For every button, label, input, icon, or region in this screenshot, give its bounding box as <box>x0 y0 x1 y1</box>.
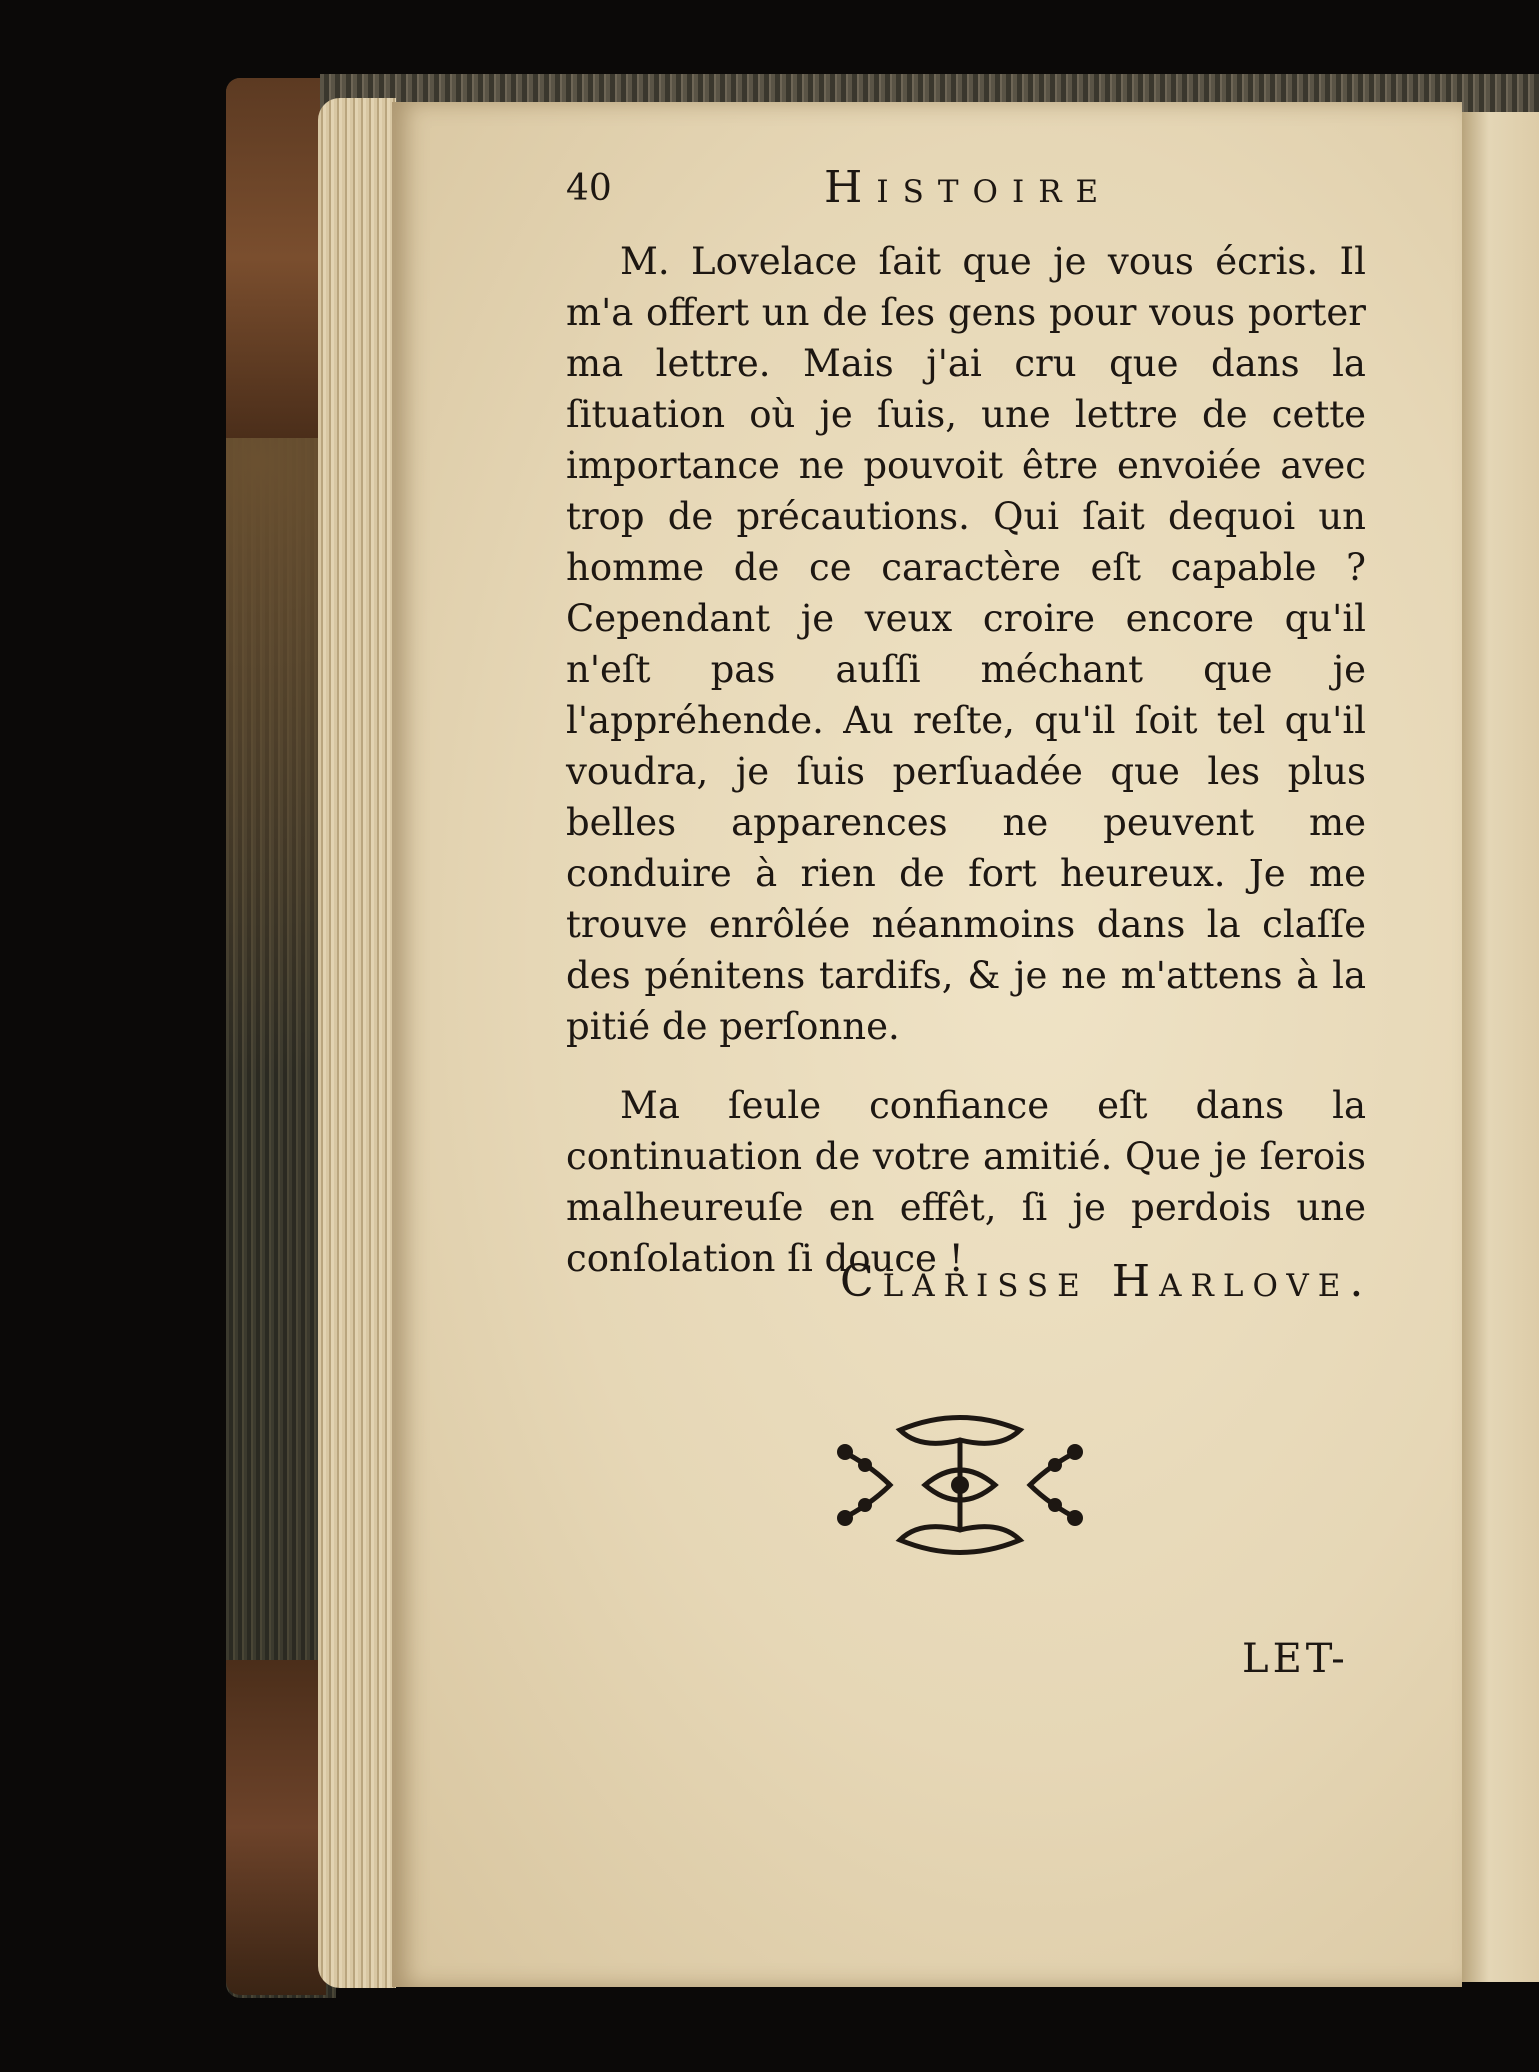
leather-corner-top <box>226 78 326 438</box>
letter-body <box>566 236 1366 1284</box>
page-number: 40 <box>566 168 612 209</box>
catchword: LET- <box>1242 1636 1349 1682</box>
running-head <box>566 162 1356 224</box>
signature: Clarisse Harlove. <box>840 1256 1373 1307</box>
leather-corner-bottom <box>226 1660 326 1995</box>
paragraph-2: Ma ſeule confiance eſt dans la continuation de votre amitié. Que je ſerois malheureuſe en effêt, ſi je perdois une conſolation ſi douce ! <box>566 1084 1366 1280</box>
facing-page-edge <box>1462 112 1539 1982</box>
page-edges <box>318 98 396 1988</box>
running-title: Histoire <box>824 162 1113 213</box>
floral-tailpiece-ornament-icon <box>820 1410 1100 1560</box>
paragraph-1: M. Lovelace ſait que je vous écris. Il m'a offert un de ſes gens pour vous porter ma lettre. Mais j'ai cru que dans la ſituation où je ſuis, une lettre de cette importance ne pouvoit être envoiée avec trop de précautions. Qui ſait dequoi un homme de ce caractère eſt capable ? Cependant je veux croire encore qu'il n'eſt pas auſſi méchant que je l'appréhende. Au reſte, qu'il ſoit tel qu'il voudra, je ſuis perſuadée que les plus belles apparences ne peuvent me conduire à rien de fort heureux. Je me trouve enrôlée néanmoins dans la claſſe des pénitens tardifs, & je ne m'attens à la pitié de perſonne. <box>566 240 1366 1048</box>
